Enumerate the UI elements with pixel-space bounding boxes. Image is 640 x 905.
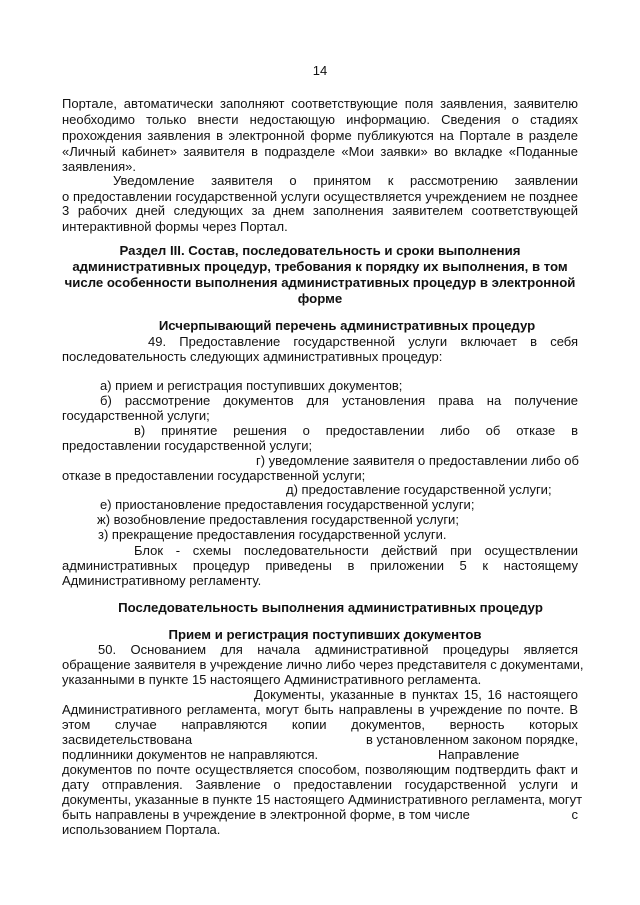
- section-heading: форме: [297, 291, 343, 306]
- text-line: быть направлены в учреждение в электронной форме, в том числе: [62, 807, 470, 822]
- text-line: засвидетельствована: [62, 732, 193, 747]
- list-item: а) прием и регистрация поступивших документов;: [100, 378, 403, 393]
- text-line: указанными в пункте 15 настоящего Административного регламента.: [62, 672, 482, 687]
- text-line: Направление: [438, 747, 520, 762]
- text-line: «Личный кабинет» заявителя в подразделе «Мои заявки» во вкладке «Поданные: [62, 144, 578, 159]
- list-item: ж) возобновление предоставления государственной услуги;: [97, 512, 459, 527]
- text-line: Уведомление заявителя о принятом к рассмотрению заявлении: [113, 173, 578, 188]
- text-line: Административному регламенту.: [62, 573, 262, 588]
- text-line: 50. Основанием для начала административной процедуры является: [98, 642, 578, 657]
- section-heading: Раздел III. Состав, последовательность и сроки выполнения: [119, 243, 521, 258]
- text-line: Блок - схемы последовательности действий при осуществлении: [134, 543, 578, 558]
- subheading: Исчерпывающий перечень административных процедур: [158, 318, 536, 333]
- list-item: б) рассмотрение документов для установления права на получение: [100, 393, 578, 408]
- text-line: подлинники документов не направляются.: [62, 747, 319, 762]
- text-line: с: [571, 807, 578, 822]
- text-line: необходимо только внести недостающую информацию. Сведения о стадиях: [62, 112, 578, 127]
- list-item: з) прекращение предоставления государственной услуги.: [98, 527, 447, 542]
- section-heading: числе особенности выполнения административных процедур в электронной: [64, 275, 576, 290]
- section-heading: административных процедур, требования к порядку их выполнения, в том: [72, 259, 568, 274]
- text-line: административных процедур приведены в приложении 5 к настоящему: [62, 558, 578, 573]
- text-line: использованием Портала.: [62, 822, 221, 837]
- subheading: Прием и регистрация поступивших документов: [168, 627, 482, 642]
- text-line: дату отправления. Заявление о предоставлении государственной услуги и: [62, 777, 578, 792]
- text-line: документы, указанные в пункте 15 настоящего Административного регламента, могут: [62, 792, 583, 807]
- subheading: Последовательность выполнения административных процедур: [118, 600, 543, 615]
- text-line: последовательность следующих административных процедур:: [62, 349, 443, 364]
- list-item: г) уведомление заявителя о предоставлении либо об: [256, 453, 579, 468]
- text-line: Портале, автоматически заполняют соответствующие поля заявления, заявителю: [62, 96, 578, 111]
- list-item: д) предоставление государственной услуги;: [286, 482, 552, 497]
- text-line: Документы, указанные в пунктах 15, 16 настоящего: [254, 687, 578, 702]
- page-number: 14: [312, 63, 328, 78]
- text-line: о предоставлении государственной услуги осуществляется учреждением не позднее: [62, 189, 578, 204]
- text-line: документов по почте осуществляется способом, позволяющим подтвердить факт и: [62, 762, 578, 777]
- text-line: в установленном законом порядке,: [366, 732, 579, 747]
- text-line: этом случае направляются копии документов, верность которых: [62, 717, 578, 732]
- text-line: обращение заявителя в учреждение лично либо через представителя с документами,: [62, 657, 584, 672]
- list-item: отказе в предоставлении государственной услуги;: [62, 468, 366, 483]
- text-line: 49. Предоставление государственной услуги включает в себя: [148, 334, 578, 349]
- list-item: е) приостановление предоставления государственной услуги;: [100, 497, 475, 512]
- text-line: 3 рабочих дней следующих за днем заполнения заявителем соответствующей: [62, 203, 578, 218]
- list-item: предоставлении государственной услуги;: [62, 438, 313, 453]
- text-line: заявления».: [62, 159, 136, 174]
- list-item: государственной услуги;: [62, 408, 210, 423]
- text-line: Административного регламента, могут быть направлены в учреждение по почте. В: [62, 702, 578, 717]
- text-line: прохождения заявления в электронной форме публикуются на Портале в разделе: [62, 128, 578, 143]
- text-line: интерактивной формы через Портал.: [62, 219, 288, 234]
- list-item: в) принятие решения о предоставлении либо об отказе в: [134, 423, 578, 438]
